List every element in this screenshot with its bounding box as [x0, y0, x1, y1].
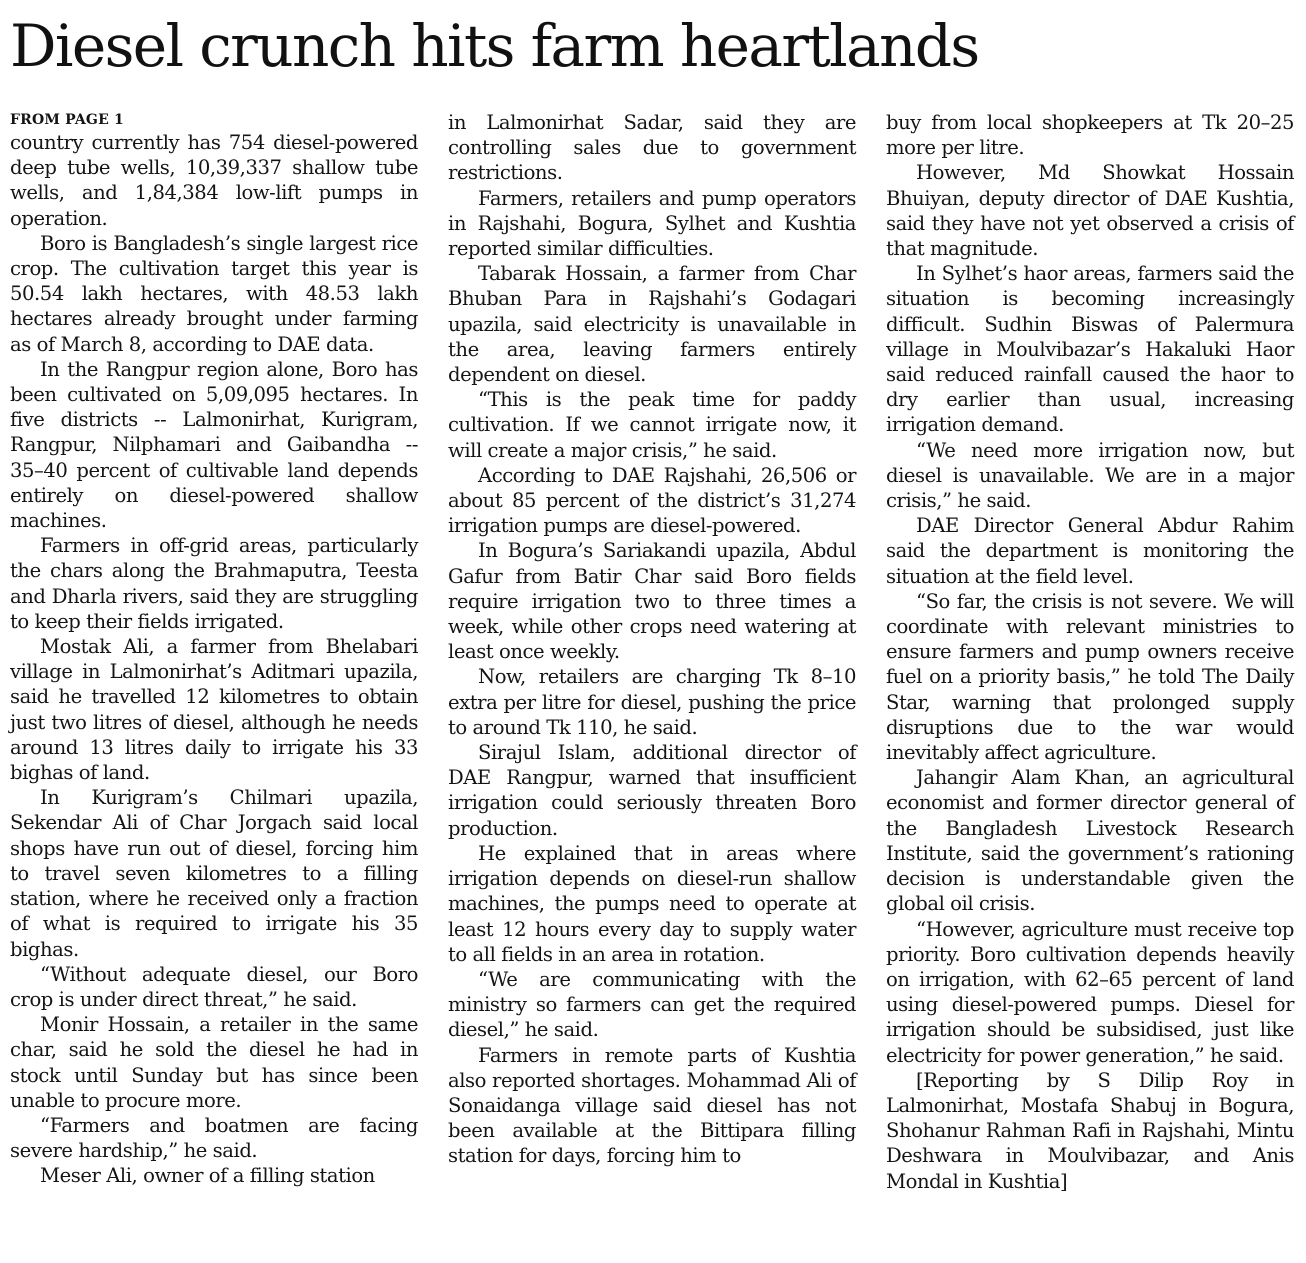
article-paragraph: He explained that in areas where irrigation depends on diesel-run shallow machines, the pumps need to operate at least 12 hours every day to supply water to all fields in an area in rotation. [448, 841, 856, 966]
article-paragraph: According to DAE Rajshahi, 26,506 or about 85 percent of the district’s 31,274 irrigation pumps are diesel-powered. [448, 463, 856, 538]
article-paragraph: In Kurigram’s Chilmari upazila, Sekendar Ali of Char Jorgach said local shops have run out of diesel, forcing him to travel seven kilometres to a filling station, where he received only a fraction of what is required to irrigate his 35 bighas. [10, 786, 418, 961]
article-paragraph: Sirajul Islam, additional director of DAE Rangpur, warned that insufficient irrigation could seriously threaten Boro production. [448, 741, 856, 840]
article-paragraph: “Without adequate diesel, our Boro crop is under direct threat,” he said. [10, 962, 418, 1011]
article-paragraph: country currently has 754 diesel-powered deep tube wells, 10,39,337 shallow tube wells, and 1,84,384 low-lift pumps in operation. [10, 131, 418, 230]
article-paragraph: [Reporting by S Dilip Roy in Lalmonirhat, Mostafa Shabuj in Bogura, Shohanur Rahman Rafi in Rajshahi, Mintu Deshwara in Moulvibazar, and Anis Mondal in Kushtia] [886, 1068, 1294, 1193]
article-paragraph: In the Rangpur region alone, Boro has been cultivated on 5,09,095 hectares. In five districts -- Lalmonirhat, Kurigram, Rangpur, Nilphamari and Gaibandha -- 35–40 percent of cultivable land depends entirely on diesel-powered shallow machines. [10, 357, 418, 533]
article-column-3 [886, 110, 1294, 1194]
continuation-kicker: FROM PAGE 1 [10, 112, 124, 128]
article-paragraph: “We need more irrigation now, but diesel is unavailable. We are in a major crisis,” he said. [886, 438, 1294, 513]
article-paragraph: Monir Hossain, a retailer in the same char, said he sold the diesel he had in stock until Sunday but has since been unable to procure more. [10, 1013, 418, 1112]
article-paragraph: “We are communicating with the ministry so farmers can get the required diesel,” he said. [448, 967, 856, 1042]
article-paragraph: “So far, the crisis is not severe. We will coordinate with relevant ministries to ensure farmers and pump owners receive fuel on a priority basis,” he told The Daily Star, warning that prolonged supply disruptions due to the war would inevitably affect agriculture. [886, 589, 1294, 765]
article-paragraph: Farmers, retailers and pump operators in Rajshahi, Bogura, Sylhet and Kushtia reported similar difficulties. [448, 186, 856, 261]
article-paragraph: “However, agriculture must receive top priority. Boro cultivation depends heavily on irrigation, with 62–65 percent of land using diesel-powered pumps. Diesel for irrigation should be subsidised, just like electricity for power generation,” he said. [886, 917, 1294, 1067]
article-column-1 [10, 110, 418, 1189]
headline: Diesel crunch hits farm heartlands [10, 12, 979, 80]
article-paragraph: DAE Director General Abdur Rahim said the department is monitoring the situation at the field level. [886, 514, 1294, 588]
article-paragraph: In Sylhet’s haor areas, farmers said the situation is becoming increasingly difficult. Sudhin Biswas of Palermura village in Moulvibazar’s Hakaluki Haor said reduced rainfall caused the haor to dry earlier than usual, increasing irrigation demand. [886, 262, 1294, 437]
article-paragraph: Meser Ali, owner of a filling station [40, 1164, 375, 1188]
article-paragraph: Mostak Ali, a farmer from Bhelabari village in Lalmonirhat’s Aditmari upazila, said he travelled 12 kilometres to obtain just two litres of diesel, although he needs around 13 litres daily to irrigate his 33 bighas of land. [10, 635, 418, 785]
article-paragraph: “This is the peak time for paddy cultivation. If we cannot irrigate now, it will create a major crisis,” he said. [448, 388, 856, 462]
article-paragraph: Now, retailers are charging Tk 8–10 extra per litre for diesel, pushing the price to around Tk 110, he said. [448, 665, 856, 739]
article-paragraph: in Lalmonirhat Sadar, said they are controlling sales due to government restrictions. [448, 111, 856, 185]
article-column-2 [448, 110, 856, 1169]
article-paragraph: “Farmers and boatmen are facing severe hardship,” he said. [10, 1113, 418, 1163]
article-paragraph: Boro is Bangladesh’s single largest rice crop. The cultivation target this year is 50.54 lakh hectares, with 48.53 lakh hectares already brought under farming as of March 8, according to DAE data. [10, 231, 418, 356]
article-paragraph: However, Md Showkat Hossain Bhuiyan, deputy director of DAE Kushtia, said they have not yet observed a crisis of that magnitude. [886, 161, 1294, 261]
article-paragraph: buy from local shopkeepers at Tk 20–25 more per litre. [886, 111, 1294, 160]
article-paragraph: Jahangir Alam Khan, an agricultural economist and former director general of the Bangladesh Livestock Research Institute, said the government’s rationing decision is understandable given the global oil crisis. [886, 766, 1294, 916]
article-paragraph: Farmers in remote parts of Kushtia also reported shortages. Mohammad Ali of Sonaidanga village said diesel has not been available at the Bittipara filling station for days, forcing him to [448, 1043, 856, 1168]
article-paragraph: In Bogura’s Sariakandi upazila, Abdul Gafur from Batir Char said Boro fields require irrigation two to three times a week, while other crops need watering at least once weekly. [448, 539, 856, 664]
article-paragraph: Farmers in off-grid areas, particularly the chars along the Brahmaputra, Teesta and Dharla rivers, said they are struggling to keep their fields irrigated. [10, 534, 418, 633]
article-paragraph: Tabarak Hossain, a farmer from Char Bhuban Para in Rajshahi’s Godagari upazila, said electricity is unavailable in the area, leaving farmers entirely dependent on diesel. [448, 262, 856, 387]
